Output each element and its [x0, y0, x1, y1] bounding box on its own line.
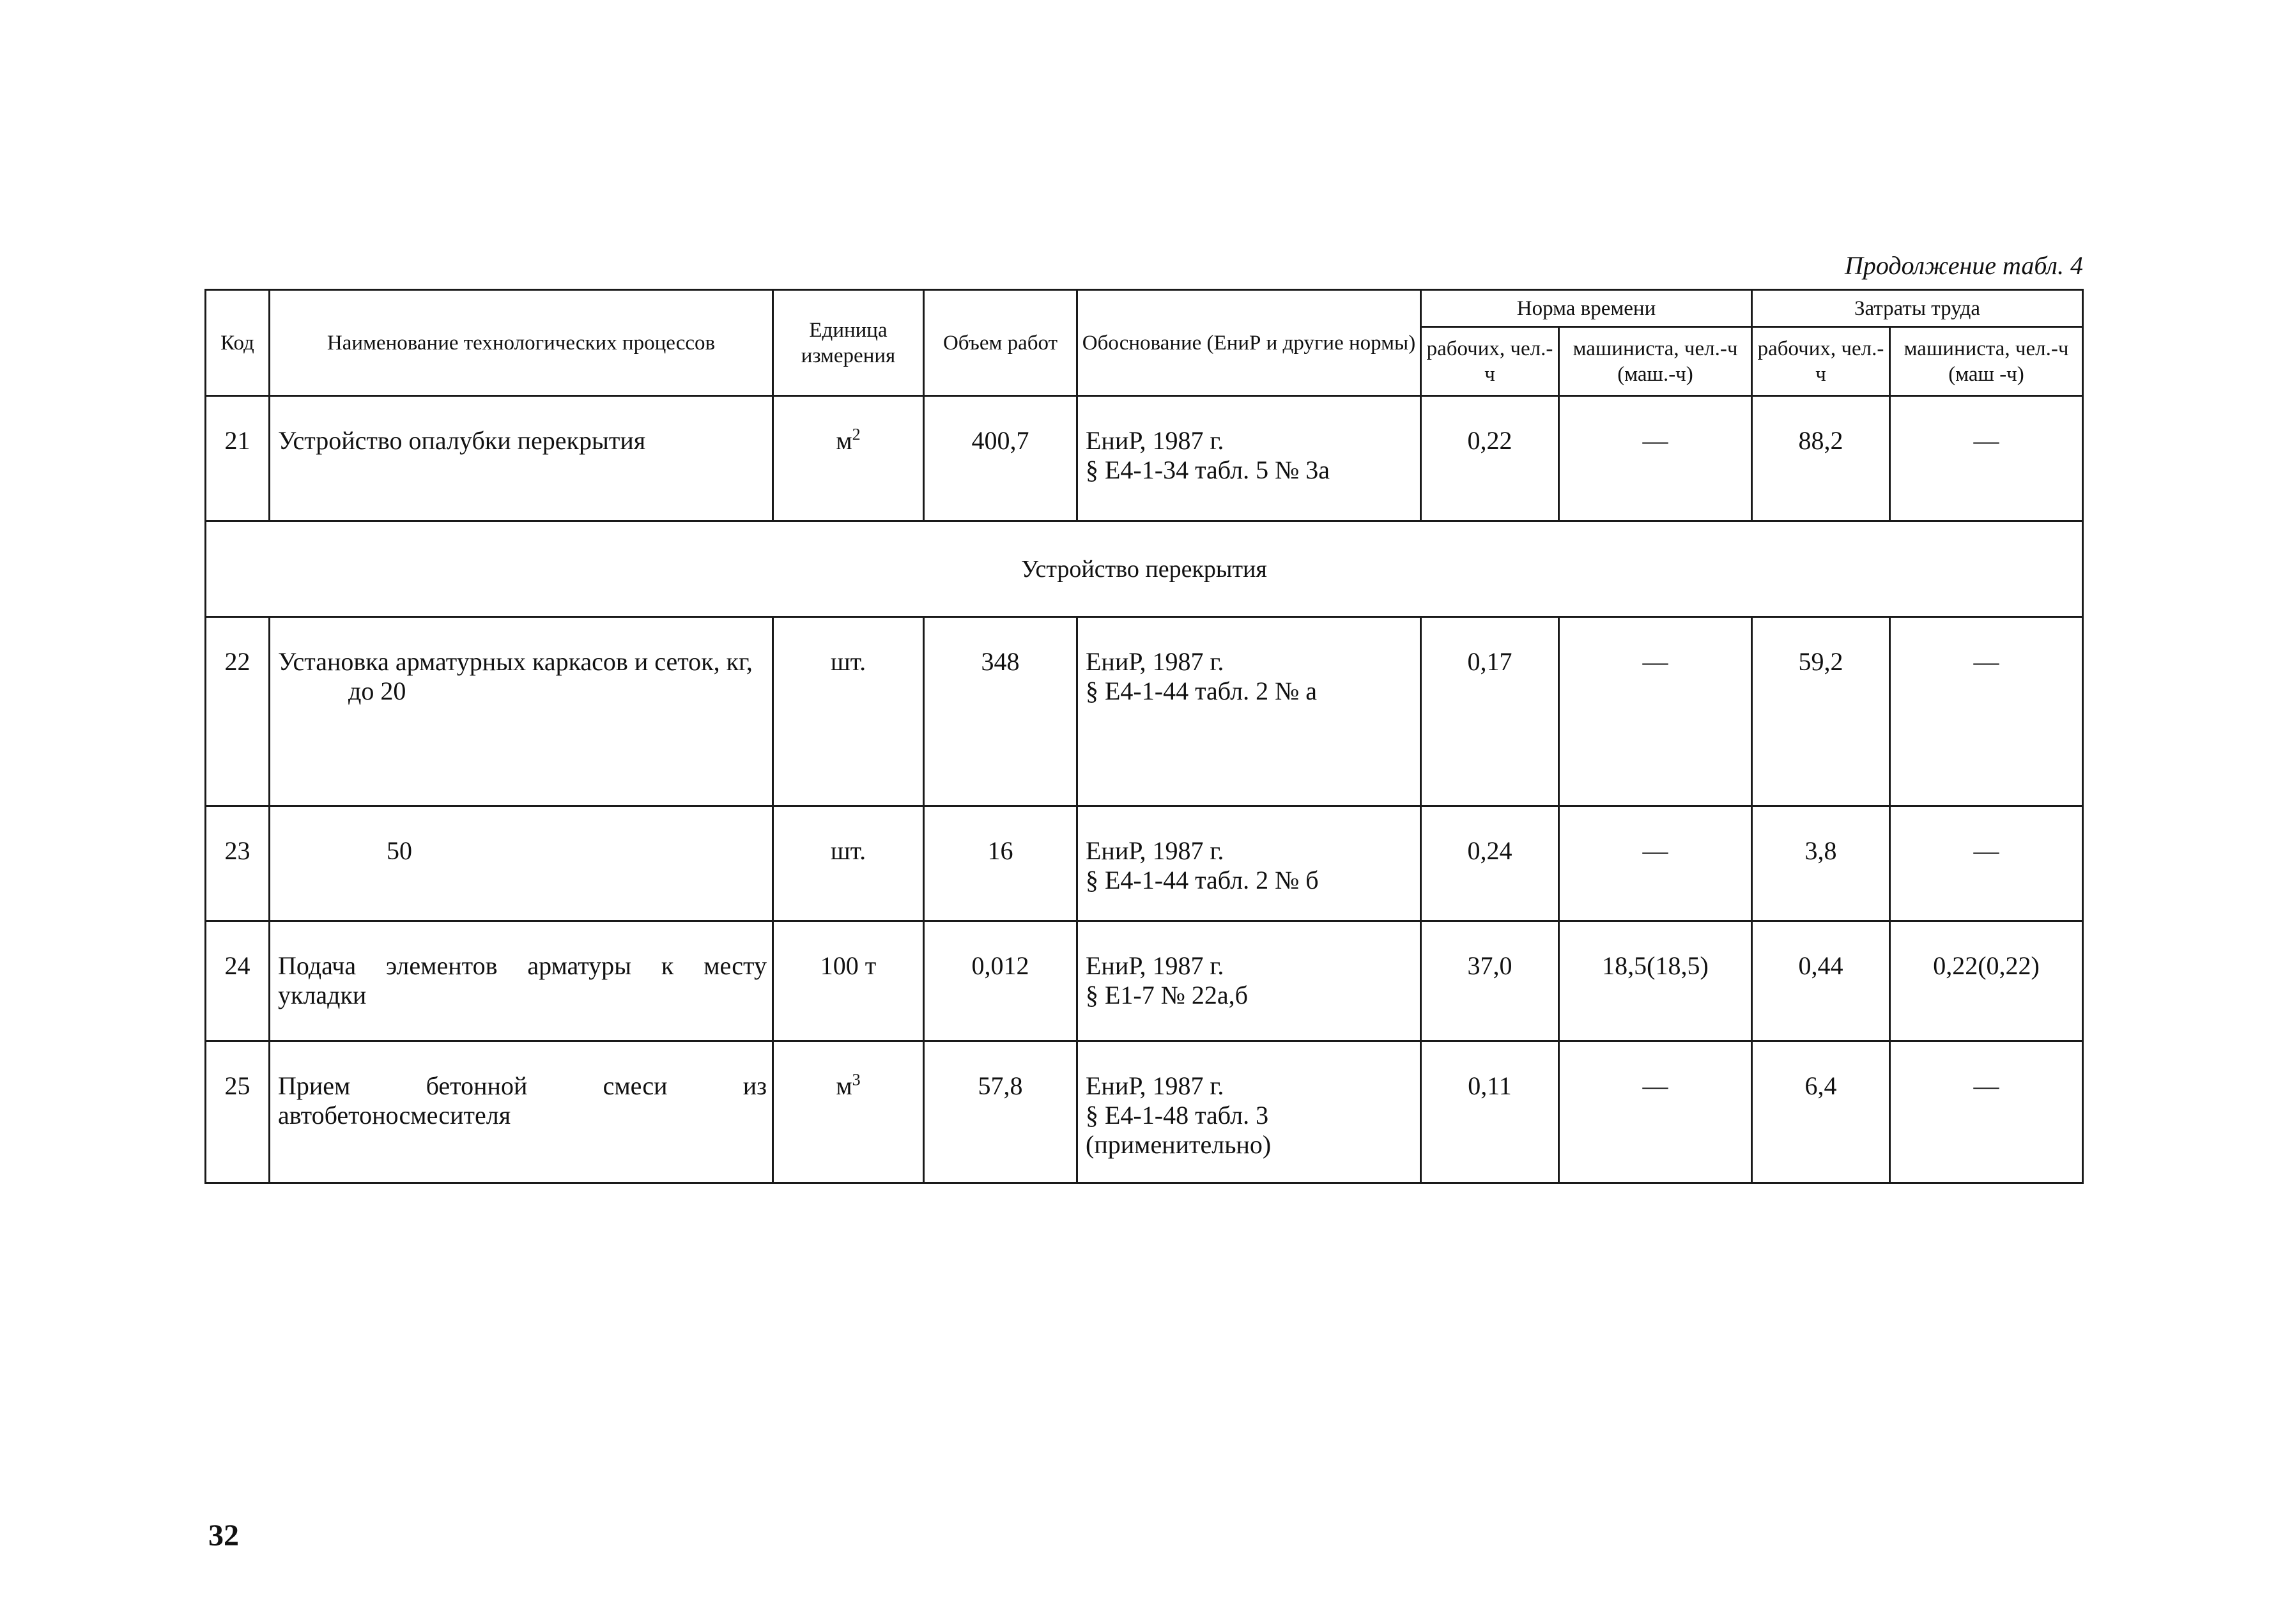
row-code: 23 — [206, 806, 270, 921]
row-labor-workers: 59,2 — [1752, 617, 1890, 806]
row-labor-workers: 0,44 — [1752, 921, 1890, 1041]
row-name: Прием бетонной смеси из автобетоносмесителя — [270, 1041, 773, 1183]
header-basis: Обоснование (ЕниР и другие нормы) — [1077, 290, 1421, 396]
row-time-norm-workers: 0,24 — [1421, 806, 1559, 921]
page-number: 32 — [208, 1519, 239, 1552]
row-labor-machinist: 0,22(0,22) — [1890, 921, 2083, 1041]
row-labor-machinist: — — [1890, 617, 2083, 806]
row-labor-machinist: — — [1890, 396, 2083, 521]
header-time-norm-machinist: машиниста, чел.-ч (маш.-ч) — [1559, 327, 1752, 396]
row-unit: шт. — [773, 806, 924, 921]
header-name: Наименование технологических процессов — [270, 290, 773, 396]
row-time-norm-machinist: — — [1559, 1041, 1752, 1183]
header-code: Код — [206, 290, 270, 396]
row-code: 21 — [206, 396, 270, 521]
section-title: Устройство перекрытия — [206, 521, 2083, 617]
row-basis: ЕниР, 1987 г. § Е4-1-34 табл. 5 № 3а — [1077, 396, 1421, 521]
row-time-norm-workers: 37,0 — [1421, 921, 1559, 1041]
row-volume: 16 — [924, 806, 1077, 921]
table-row — [206, 806, 2083, 921]
row-time-norm-machinist: — — [1559, 396, 1752, 521]
table-row — [206, 1041, 2083, 1183]
row-unit: $м^3$ — [773, 1041, 924, 1183]
row-unit: 100 т — [773, 921, 924, 1041]
header-labor-costs: Затраты труда — [1752, 290, 2083, 327]
row-name: 50 — [270, 806, 773, 921]
row-unit: шт. — [773, 617, 924, 806]
header-volume: Объем работ — [924, 290, 1077, 396]
row-name: Устройство опалубки перекрытия — [270, 396, 773, 521]
row-basis: ЕниР, 1987 г. § Е1-7 № 22а,б — [1077, 921, 1421, 1041]
row-time-norm-workers: 0,22 — [1421, 396, 1559, 521]
row-labor-workers: 3,8 — [1752, 806, 1890, 921]
header-time-norm: Норма времени — [1421, 290, 1752, 327]
row-volume: 57,8 — [924, 1041, 1077, 1183]
row-volume: 348 — [924, 617, 1077, 806]
row-code: 24 — [206, 921, 270, 1041]
row-code: 25 — [206, 1041, 270, 1183]
row-name: Установка арматурных каркасов и сеток, кг, до 20 — [270, 617, 773, 806]
row-volume: 0,012 — [924, 921, 1077, 1041]
row-code: 22 — [206, 617, 270, 806]
row-basis: ЕниР, 1987 г. § Е4-1-48 табл. 3 (применительно) — [1077, 1041, 1421, 1183]
row-volume: 400,7 — [924, 396, 1077, 521]
row-basis: ЕниР, 1987 г. § Е4-1-44 табл. 2 № б — [1077, 806, 1421, 921]
table-row — [206, 921, 2083, 1041]
row-labor-workers: 6,4 — [1752, 1041, 1890, 1183]
header-time-norm-workers: рабочих, чел.-ч — [1421, 327, 1559, 396]
row-time-norm-machinist: 18,5(18,5) — [1559, 921, 1752, 1041]
table-continuation-caption: Продолжение табл. 4 — [1844, 251, 2083, 280]
table-row — [206, 396, 2083, 521]
row-time-norm-workers: 0,11 — [1421, 1041, 1559, 1183]
table-row — [206, 617, 2083, 806]
row-time-norm-machinist: — — [1559, 806, 1752, 921]
row-labor-machinist: — — [1890, 806, 2083, 921]
header-labor-machinist: машиниста, чел.-ч (маш -ч) — [1890, 327, 2083, 396]
row-time-norm-machinist: — — [1559, 617, 1752, 806]
row-basis: ЕниР, 1987 г. § Е4-1-44 табл. 2 № а — [1077, 617, 1421, 806]
row-time-norm-workers: 0,17 — [1421, 617, 1559, 806]
row-name: Подача элементов арматуры к месту укладки — [270, 921, 773, 1041]
header-labor-workers: рабочих, чел.-ч — [1752, 327, 1890, 396]
header-unit: Единица измерения — [773, 290, 924, 396]
labor-costs-table — [204, 289, 2084, 1184]
row-labor-machinist: — — [1890, 1041, 2083, 1183]
row-unit: $м^2$ — [773, 396, 924, 521]
row-labor-workers: 88,2 — [1752, 396, 1890, 521]
